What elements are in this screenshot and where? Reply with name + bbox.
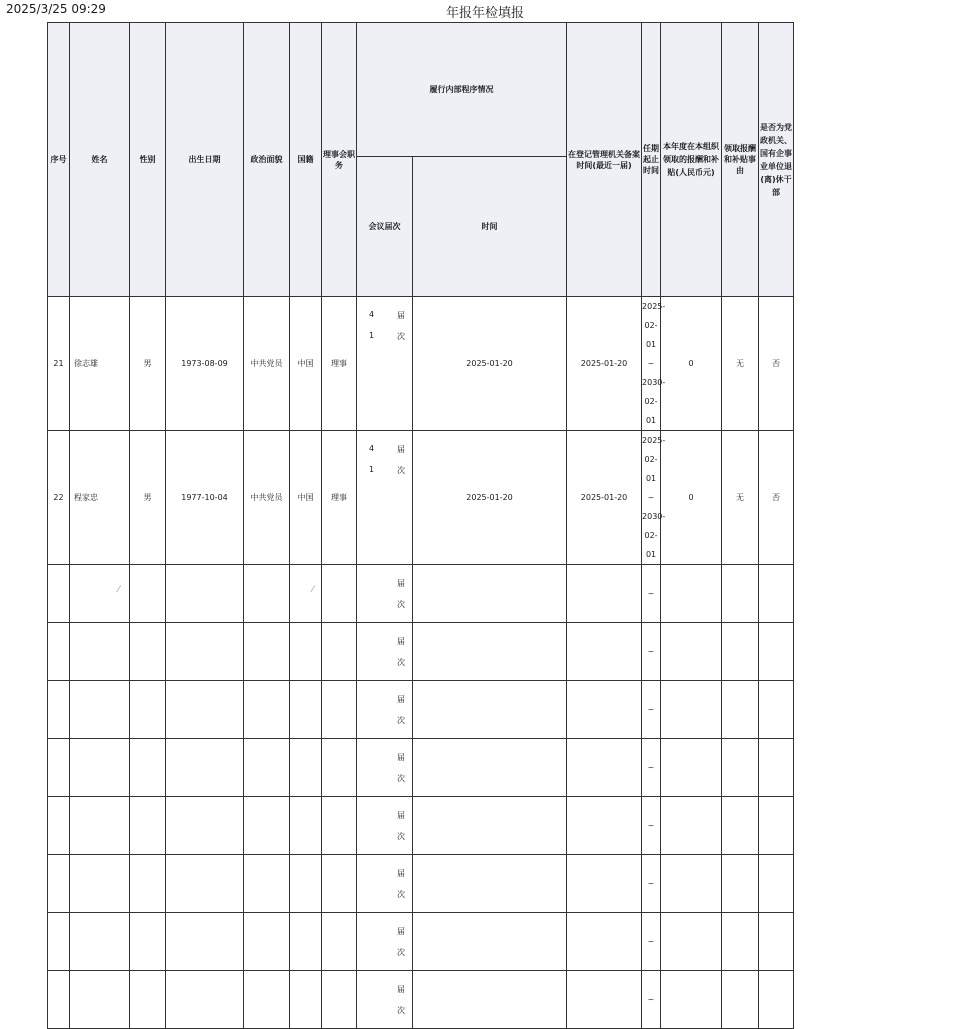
empty-cell [722,855,759,913]
header-council-role: 理事会职务 [322,23,357,297]
header-political-status: 政治面貌 [244,23,290,297]
session-label: 届 [397,811,405,820]
cell-council-role: 理事 [322,297,357,431]
cell-nationality: 中国 [290,431,322,565]
empty-cell [567,855,642,913]
empty-cell [48,797,70,855]
term-separator: ~ [647,359,655,368]
empty-cell [322,913,357,971]
empty-row [48,623,794,681]
term-separator: ~ [647,705,655,714]
empty-cell [322,681,357,739]
empty-cell [661,681,722,739]
cell-retired-cadre: 否 [759,297,794,431]
count-label: 次 [397,890,405,899]
empty-cell [661,739,722,797]
empty-cell [48,739,70,797]
empty-cell [322,797,357,855]
session-label: 届 [397,695,405,704]
empty-cell [322,971,357,1029]
empty-row [48,797,794,855]
cell-meeting-session [357,681,413,739]
session-label: 届 [397,311,405,320]
session-label: 届 [397,985,405,994]
empty-cell [48,913,70,971]
empty-cell [166,565,244,623]
empty-cell [48,681,70,739]
empty-cell [48,565,70,623]
empty-cell [130,971,166,1029]
term-separator: ~ [647,589,655,598]
cell-meeting-time: 2025-01-20 [413,297,567,431]
cell-meeting-session [357,431,413,565]
header-nationality: 国籍 [290,23,322,297]
empty-cell [48,855,70,913]
count-number: 1 [369,465,375,474]
empty-row [48,565,794,623]
empty-cell [70,565,130,623]
count-number: 1 [369,331,375,340]
header-gender: 性别 [130,23,166,297]
count-label: 次 [397,832,405,841]
term-end: 2030-02-01 [642,378,666,425]
empty-cell [166,739,244,797]
empty-cell [567,565,642,623]
empty-cell [722,739,759,797]
header-registration-filing: 在登记管理机关备案时间(最近一届) [567,23,642,297]
term-start: 2025-02-01 [642,436,666,483]
empty-cell [166,855,244,913]
cell-meeting-session [357,971,413,1029]
cell-meeting-session [357,565,413,623]
empty-cell [759,913,794,971]
empty-cell [130,681,166,739]
empty-cell [722,913,759,971]
empty-cell [567,681,642,739]
count-label: 次 [397,716,405,725]
empty-cell [244,797,290,855]
term-end: 2030-02-01 [642,512,666,559]
cell-term-period [642,855,661,913]
header-meeting-time: 时间 [413,157,567,297]
empty-cell [759,797,794,855]
empty-cell [413,739,567,797]
term-separator: ~ [647,879,655,888]
empty-cell [661,797,722,855]
empty-cell [130,913,166,971]
cell-gender: 男 [130,297,166,431]
header-birth-date: 出生日期 [166,23,244,297]
table-row [48,431,794,565]
session-label: 届 [397,579,405,588]
empty-cell [567,913,642,971]
empty-cell [413,623,567,681]
empty-cell [722,797,759,855]
cell-meeting-session [357,623,413,681]
empty-cell [759,623,794,681]
cell-birth-date: 1973-08-09 [166,297,244,431]
empty-cell [130,739,166,797]
empty-cell [244,681,290,739]
empty-cell [166,913,244,971]
empty-cell [130,797,166,855]
cell-term-period [642,913,661,971]
cell-term-period [642,431,666,565]
empty-cell [567,623,642,681]
empty-cell [661,971,722,1029]
header-seq: 序号 [48,23,70,297]
session-label: 届 [397,869,405,878]
empty-cell [48,623,70,681]
empty-cell [290,971,322,1029]
empty-cell [322,739,357,797]
empty-cell [413,971,567,1029]
empty-cell [48,971,70,1029]
cell-term-period [642,971,661,1029]
cell-meeting-time: 2025-01-20 [413,431,567,565]
cell-pay-reason: 无 [722,297,759,431]
term-separator: ~ [647,647,655,656]
cell-registration-filing: 2025-01-20 [567,297,642,431]
cell-birth-date: 1977-10-04 [166,431,244,565]
empty-cell [166,797,244,855]
empty-cell [759,565,794,623]
cell-political-status: 中共党员 [244,297,290,431]
header-name: 姓名 [70,23,130,297]
cell-term-period [642,297,666,431]
empty-cell [413,681,567,739]
empty-cell [244,971,290,1029]
empty-cell [567,971,642,1029]
count-label: 次 [397,774,405,783]
document-title: 年报年检填报 [445,6,524,21]
empty-cell [130,623,166,681]
cell-political-status: 中共党员 [244,431,290,565]
header-pay-reason: 领取报酬和补贴事由 [722,23,759,297]
cell-seq: 22 [48,431,70,565]
empty-cell [70,681,130,739]
empty-cell [290,739,322,797]
empty-row [48,681,794,739]
cell-council-role: 理事 [322,431,357,565]
cell-term-period [642,797,661,855]
cell-nationality: 中国 [290,297,322,431]
count-label: 次 [397,466,405,475]
header-annual-pay: 本年度在本组织领取的报酬和补贴(人民币元) [661,23,722,297]
cell-meeting-session [357,797,413,855]
empty-cell [322,623,357,681]
cell-name: 程家忠 [70,431,130,565]
cell-name: 徐志雄 [70,297,130,431]
empty-cell [661,855,722,913]
cell-term-period [642,681,661,739]
scan-mark: ⁄ [312,585,314,595]
empty-cell [70,623,130,681]
cell-retired-cadre: 否 [759,431,794,565]
count-label: 次 [397,332,405,341]
term-separator: ~ [647,937,655,946]
scan-mark: ⁄ [118,585,120,595]
cell-registration-filing: 2025-01-20 [567,431,642,565]
cell-seq: 21 [48,297,70,431]
empty-cell [70,739,130,797]
empty-cell [244,739,290,797]
empty-cell [722,565,759,623]
count-label: 次 [397,1006,405,1015]
empty-cell [413,797,567,855]
cell-meeting-session [357,297,413,431]
header-meeting-session: 会议届次 [357,157,413,297]
cell-pay-reason: 无 [722,431,759,565]
session-label: 届 [397,753,405,762]
empty-row [48,971,794,1029]
header-retired-cadre: 是否为党政机关、国有企事业单位退(离)休干部 [759,23,794,297]
cell-annual-pay: 0 [661,431,722,565]
empty-cell [413,565,567,623]
session-label: 届 [397,927,405,936]
empty-cell [244,565,290,623]
term-separator: ~ [647,493,655,502]
count-label: 次 [397,658,405,667]
empty-cell [722,971,759,1029]
empty-cell [322,565,357,623]
empty-cell [70,971,130,1029]
cell-meeting-session [357,739,413,797]
empty-cell [244,855,290,913]
session-label: 届 [397,445,405,454]
empty-cell [290,681,322,739]
empty-cell [759,681,794,739]
header-term-period: 任期起止时间 [642,23,661,297]
empty-cell [130,565,166,623]
term-separator: ~ [647,763,655,772]
cell-term-period [642,623,661,681]
empty-cell [70,797,130,855]
term-separator: ~ [647,995,655,1004]
count-label: 次 [397,600,405,609]
empty-cell [567,797,642,855]
empty-cell [130,855,166,913]
session-label: 届 [397,637,405,646]
header-procedure-group: 履行内部程序情况 [357,23,567,157]
cell-annual-pay: 0 [661,297,722,431]
term-separator: ~ [647,821,655,830]
empty-row [48,739,794,797]
empty-cell [244,623,290,681]
members-table [47,22,794,1029]
empty-cell [661,913,722,971]
empty-row [48,855,794,913]
empty-cell [70,855,130,913]
empty-cell [70,913,130,971]
count-label: 次 [397,948,405,957]
empty-cell [166,681,244,739]
empty-row [48,913,794,971]
session-number: 4 [369,310,375,319]
empty-cell [322,855,357,913]
empty-cell [567,739,642,797]
empty-cell [759,739,794,797]
empty-cell [290,623,322,681]
empty-cell [413,913,567,971]
table-row [48,297,794,431]
empty-cell [759,971,794,1029]
empty-cell [244,913,290,971]
term-start: 2025-02-01 [642,302,666,349]
empty-cell [290,913,322,971]
empty-cell [413,855,567,913]
cell-meeting-session [357,913,413,971]
cell-term-period [642,739,661,797]
cell-gender: 男 [130,431,166,565]
empty-cell [290,797,322,855]
session-number: 4 [369,444,375,453]
empty-cell [290,565,322,623]
empty-cell [166,971,244,1029]
empty-cell [661,565,722,623]
print-timestamp: 2025/3/25 09:29 [6,2,106,16]
cell-term-period [642,565,661,623]
empty-cell [722,681,759,739]
empty-cell [722,623,759,681]
empty-cell [661,623,722,681]
empty-cell [759,855,794,913]
empty-cell [166,623,244,681]
cell-meeting-session [357,855,413,913]
empty-cell [290,855,322,913]
